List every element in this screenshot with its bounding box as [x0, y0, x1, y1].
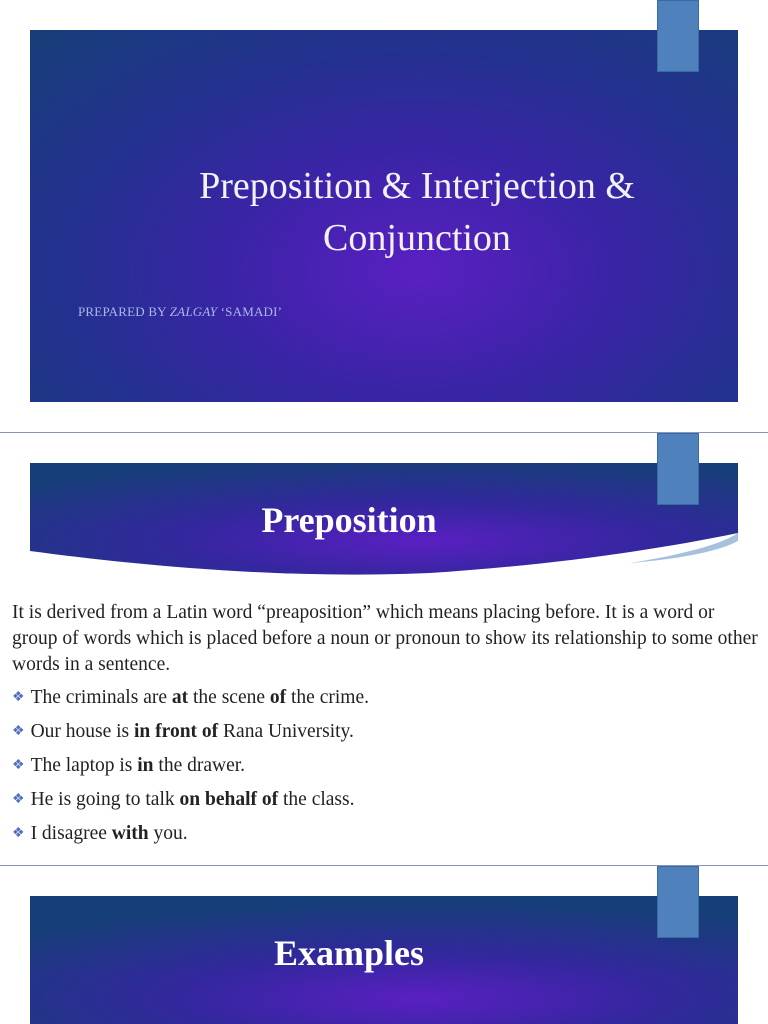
subtitle-suffix: ‘SAMADI’ [217, 304, 283, 319]
list-item: ❖ The criminals are at the scene of the crime. [12, 687, 369, 708]
diamond-bullet-icon: ❖ [12, 758, 25, 773]
slide-2 [0, 433, 768, 865]
bookmark-tab [657, 866, 699, 938]
diamond-bullet-icon: ❖ [12, 826, 25, 841]
slide-title-line-2: Conjunction [323, 217, 511, 259]
list-item: ❖ The laptop is in the drawer. [12, 755, 246, 776]
list-item: ❖ I disagree with you. [12, 823, 188, 844]
slide-heading: Preposition [261, 500, 437, 540]
diamond-bullet-icon: ❖ [12, 690, 25, 705]
diamond-bullet-icon: ❖ [12, 792, 25, 807]
list-item: ❖ Our house is in front of Rana University. [12, 721, 354, 742]
diamond-bullet-icon: ❖ [12, 724, 25, 739]
slide-title-line-1: Preposition & Interjection & [199, 165, 635, 207]
slide-heading: Examples [273, 933, 424, 973]
slide-title [0, 160, 768, 264]
slide-3 [0, 866, 768, 1024]
subtitle-name: ZALGAY [169, 304, 218, 319]
bookmark-tab [657, 0, 699, 72]
list-item: ❖ He is going to talk on behalf of the class. [12, 789, 355, 810]
slide-1 [0, 0, 768, 432]
slide-subtitle [78, 304, 282, 320]
bookmark-tab [657, 433, 699, 505]
subtitle-prefix: PREPARED BY [78, 304, 170, 319]
definition-paragraph: It is derived from a Latin word “preaposition” which means placing before. It is a word or group of words which is placed before a noun or pronoun to show its relationship to some other words in a sentence. [12, 602, 758, 675]
